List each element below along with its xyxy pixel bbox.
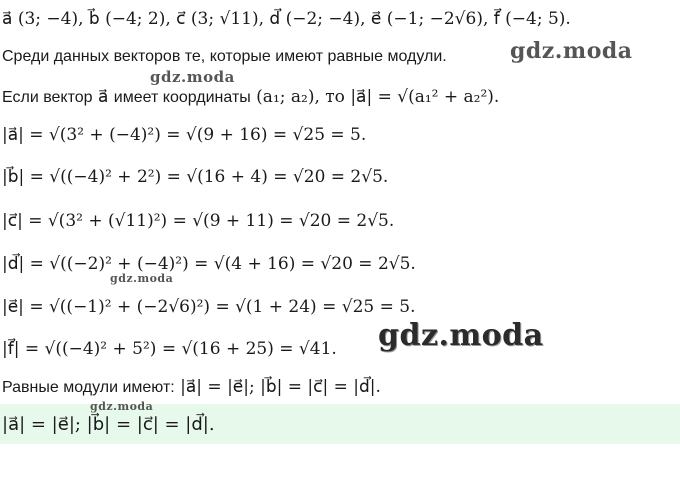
sentence-if-coords: (a₁; a₂), то	[256, 87, 345, 107]
calc-d: |d⃗| = √((−2)² + (−4)²) = √(4 + 16) = √20 = 2√5.	[2, 254, 416, 274]
sentence-equal-moduli: Среди данных векторов те, которые имеют равные модули.	[2, 48, 447, 65]
watermark: gdz.moda	[150, 68, 235, 86]
calc-a: |a⃗| = √(3² + (−4)²) = √(9 + 16) = √25 = 5.	[2, 125, 367, 145]
equal-label: Равные модули имеют:	[2, 379, 175, 396]
calc-b: |b⃗| = √((−4)² + 2²) = √(16 + 4) = √20 = 2√5.	[2, 167, 389, 187]
equal-formula: |a⃗| = |e⃗|; |b⃗| = |c⃗| = |d⃗|.	[180, 377, 381, 397]
sentence-if-vector	[2, 86, 499, 109]
watermark: gdz.moda	[90, 400, 154, 413]
watermark: gdz.moda	[110, 272, 174, 285]
sentence-if-vec: a⃗	[97, 87, 109, 107]
watermark: gdz.moda	[510, 38, 633, 64]
sentence-if-mid: имеет координаты	[113, 89, 251, 106]
calc-e: |e⃗| = √((−1)² + (−2√6)²) = √(1 + 24) = √25 = 5.	[2, 297, 416, 317]
modulus-formula: |a⃗| = √(a₁² + a₂²).	[350, 87, 500, 107]
watermark: gdz.moda	[378, 318, 544, 353]
calc-f: |f⃗| = √((−4)² + 5²) = √(16 + 25) = √41.	[2, 339, 337, 359]
answer-line: |a⃗| = |e⃗|; |b⃗| = |c⃗| = |d⃗|.	[2, 414, 215, 435]
sentence-if-text: Если вектор	[2, 89, 93, 106]
equal-moduli-line	[2, 376, 381, 399]
vectors-line: a⃗ (3; −4), b⃗ (−4; 2), c⃗ (3; √11), d⃗ (−2; −4), e⃗ (−1; −2√6), f⃗ (−4; 5).	[2, 9, 571, 29]
calc-c: |c⃗| = √(3² + (√11)²) = √(9 + 11) = √20 = 2√5.	[2, 211, 395, 231]
